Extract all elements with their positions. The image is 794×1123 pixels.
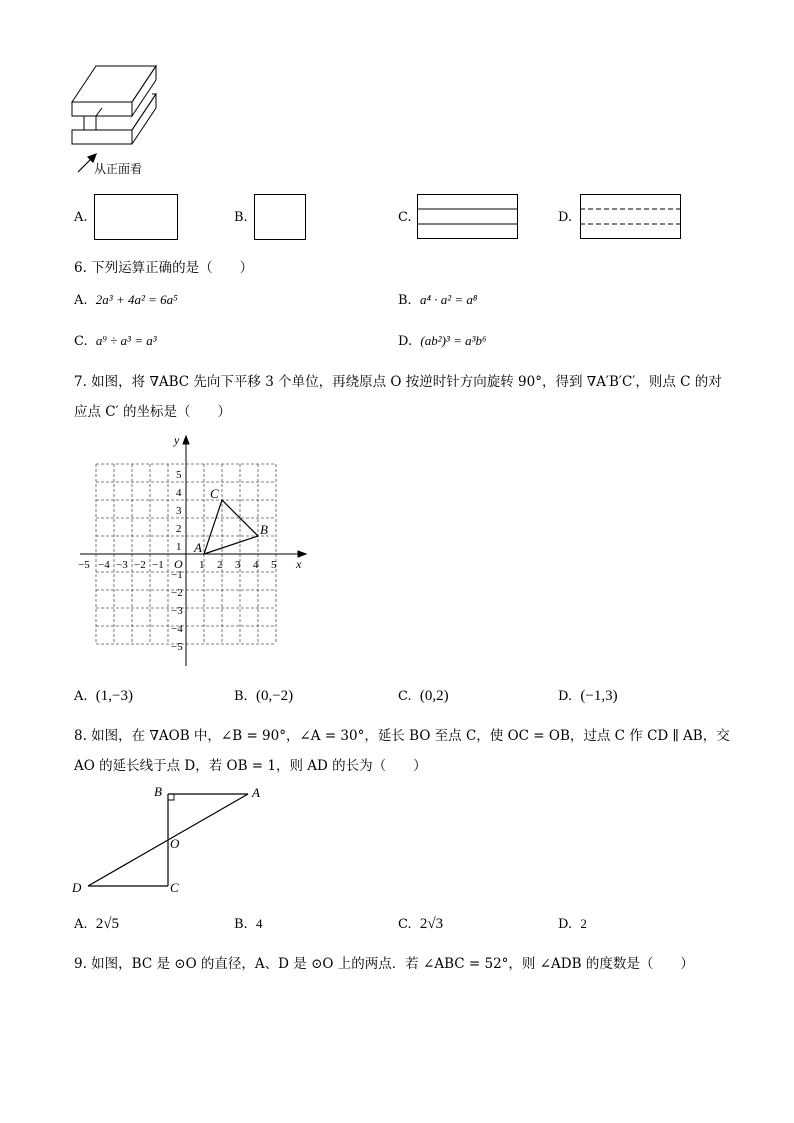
- q7-option-b-value: (0,−2): [255, 688, 294, 704]
- q8-label-b: B: [154, 784, 162, 799]
- q7-x-tick: 4: [253, 559, 259, 571]
- q7-y-tick: −5: [171, 641, 183, 653]
- q7-y-tick: 1: [176, 541, 182, 553]
- q7-y-axis-label: y: [174, 433, 180, 447]
- q7-x-axis-label: x: [296, 557, 302, 571]
- q7-x-tick: −1: [152, 559, 164, 571]
- q5-option-d-letter: D.: [558, 210, 573, 225]
- q6-option-d-letter: D.: [398, 334, 413, 349]
- q8-label-o: O: [170, 836, 180, 851]
- q7-label-a: A: [194, 540, 202, 555]
- q7-y-tick: 4: [176, 487, 182, 499]
- q6-option-a-letter: A.: [74, 293, 88, 308]
- q8-label-a: A: [252, 785, 260, 800]
- q8-label-c: C: [170, 880, 179, 895]
- q8-option-d: [558, 916, 587, 932]
- q5-option-a-shape: [94, 194, 178, 240]
- q8-figure: [68, 778, 288, 900]
- q7-x-tick: −5: [78, 559, 90, 571]
- q7-option-c: [398, 688, 449, 705]
- q7-x-tick: −2: [134, 559, 146, 571]
- q8-option-c-letter: C.: [398, 917, 412, 932]
- q6-option-b: [398, 292, 477, 308]
- q8-label-d: D: [72, 880, 82, 895]
- q7-x-tick: 1: [199, 559, 205, 571]
- q6-option-d: [398, 333, 487, 349]
- q7-coordinate-figure: [74, 432, 314, 672]
- q7-y-tick: 2: [176, 523, 182, 535]
- q9-stem: 9. 如图，BC 是 ⊙O 的直径，A、D 是 ⊙O 上的两点．若 ∠ABC = 52°，则 ∠ADB 的度数是（ ）: [74, 956, 694, 972]
- q7-x-tick: 2: [217, 559, 223, 571]
- q8-option-d-letter: D.: [558, 917, 573, 932]
- q8-stem-line2: AO 的延长线于点 D，若 OB = 1，则 AD 的长为（ ）: [74, 758, 427, 774]
- q8-option-a-value: 2√5: [95, 916, 120, 932]
- q6-option-a: [74, 292, 178, 308]
- q7-option-a-value: (1,−3): [95, 688, 133, 704]
- q8-option-c: [398, 916, 443, 933]
- q6-option-c-letter: C.: [74, 334, 88, 349]
- q7-x-tick: 3: [235, 559, 241, 571]
- q7-y-tick: −1: [171, 569, 183, 581]
- q6-option-c: [74, 333, 157, 349]
- q6-stem: 6. 下列运算正确的是（ ）: [74, 260, 254, 276]
- q7-y-tick: −2: [171, 587, 183, 599]
- q8-option-a-letter: A.: [74, 917, 88, 932]
- q7-option-d-letter: D.: [558, 689, 573, 704]
- q7-x-tick: 5: [271, 559, 277, 571]
- q6-option-b-letter: B.: [398, 293, 412, 308]
- q8-option-d-value: 2: [580, 916, 587, 931]
- q7-y-tick: −3: [171, 605, 183, 617]
- q6-option-a-expr: 2a³ + 4a² = 6a⁵: [95, 292, 178, 307]
- q7-label-b: B: [260, 522, 268, 537]
- q7-option-c-value: (0,2): [419, 688, 449, 704]
- q8-option-b-letter: B.: [234, 917, 248, 932]
- q5-option-d-shape: [580, 194, 682, 240]
- q8-option-b: [234, 916, 262, 932]
- q8-option-a: [74, 916, 119, 933]
- q7-option-c-letter: C.: [398, 689, 412, 704]
- q7-option-a-letter: A.: [74, 689, 88, 704]
- q5-option-c-shape: [417, 194, 519, 240]
- q7-origin-label: O: [174, 557, 183, 571]
- q7-label-c: C: [210, 486, 219, 501]
- q7-y-tick: −4: [171, 623, 183, 635]
- q7-option-d-value: (−1,3): [580, 688, 618, 704]
- q5-option-a-letter: A.: [74, 210, 88, 225]
- q7-stem-line1: 7. 如图，将 ∇ABC 先向下平移 3 个单位，再绕原点 O 按逆时针方向旋转 90°，得到 ∇A′B′C′，则点 C 的对: [74, 374, 722, 390]
- q7-y-tick: 3: [176, 505, 182, 517]
- q8-stem-line1: 8. 如图，在 ∇AOB 中，∠B = 90°，∠A = 30°，延长 BO 至点 C，使 OC = OB，过点 C 作 CD ∥ AB，交: [74, 728, 730, 744]
- q8-option-b-value: 4: [255, 916, 263, 931]
- q6-option-d-expr: (ab²)³ = a³b⁶: [420, 333, 487, 348]
- q5-option-c-letter: C.: [398, 210, 412, 225]
- q6-option-c-expr: a⁹ ÷ a³ = a³: [95, 333, 157, 348]
- q7-y-axis-arrow: [183, 436, 189, 444]
- q7-option-b: [234, 688, 293, 705]
- q7-option-b-letter: B.: [234, 689, 248, 704]
- q7-triangle-abc: [204, 500, 258, 554]
- q5-view-label: 从正面看: [94, 162, 143, 176]
- q7-option-d: [558, 688, 618, 705]
- q6-option-b-expr: a⁴ · a² = a⁸: [419, 292, 478, 307]
- q7-stem-line2: 应点 C′ 的坐标是（ ）: [74, 404, 231, 420]
- q5-option-b-letter: B.: [234, 210, 248, 225]
- q7-x-tick: −4: [98, 559, 110, 571]
- q7-option-a: [74, 688, 133, 705]
- q8-option-c-value: 2√3: [419, 916, 444, 932]
- q7-x-tick: −3: [116, 559, 128, 571]
- q7-y-tick: 5: [176, 469, 182, 481]
- q5-option-b-shape: [254, 194, 306, 240]
- q8-right-angle-mark: [168, 794, 174, 800]
